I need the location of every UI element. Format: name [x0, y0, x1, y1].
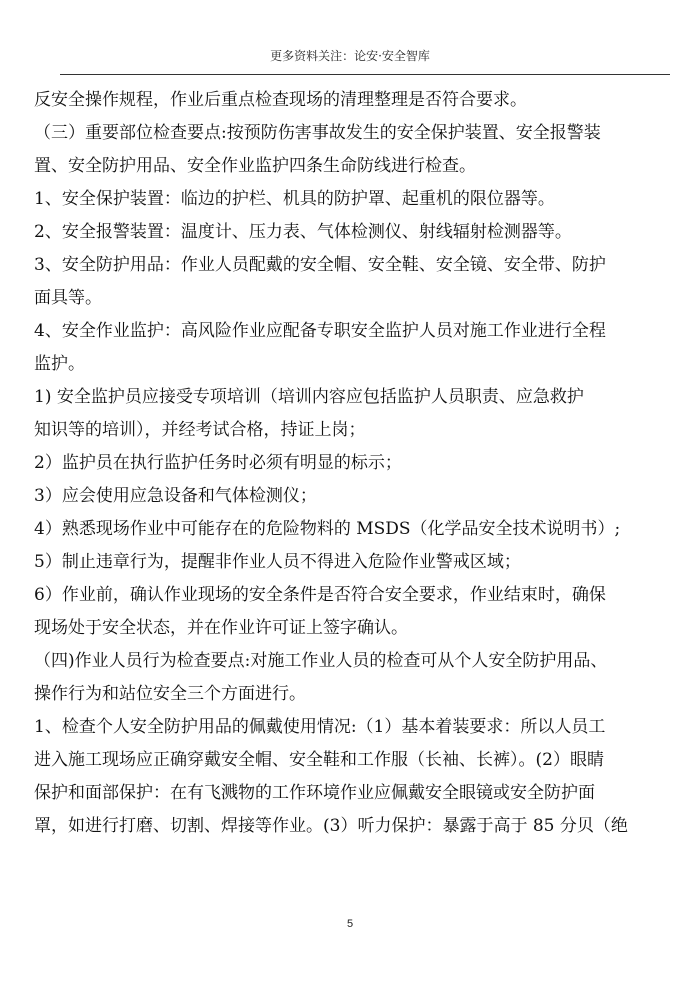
text-line: 5）制止违章行为，提醒非作业人员不得进入危险作业警戒区域；	[34, 552, 521, 572]
text-line: 1、检查个人安全防护用品的佩戴使用情况:（1）基本着装要求：所以人员工	[34, 717, 606, 737]
page-number: 5	[346, 918, 354, 930]
document-body	[34, 84, 666, 843]
header-rule	[60, 74, 670, 75]
text-line: 4）熟悉现场作业中可能存在的危险物料的 MSDS（化学品安全技术说明书）;	[34, 519, 621, 539]
text-line: 面具等。	[34, 288, 102, 308]
text-line: 监护。	[34, 354, 85, 374]
text-line: 进入施工现场应正确穿戴安全帽、安全鞋和工作服（长袖、长裤）。(2）眼睛	[34, 750, 604, 770]
text-line: 1) 安全监护员应接受专项培训（培训内容应包括监护人员职责、应急救护	[34, 387, 584, 407]
text-line: 3）应会使用应急设备和气体检测仪；	[34, 486, 317, 506]
text-line: 2）监护员在执行监护任务时必须有明显的标示；	[34, 453, 402, 473]
text-line: 现场处于安全状态，并在作业许可证上签字确认。	[34, 618, 408, 638]
text-line: （四)作业人员行为检查要点:对施工作业人员的检查可从个人安全防护用品、	[34, 651, 608, 671]
text-line: 4、安全作业监护：高风险作业应配备专职安全监护人员对施工作业进行全程	[34, 321, 606, 341]
text-line: 保护和面部保护：在有飞溅物的工作环境作业应佩戴安全眼镜或安全防护面	[34, 783, 595, 803]
text-line: 1、安全保护装置：临边的护栏、机具的防护罩、起重机的限位器等。	[34, 189, 555, 209]
text-line: 罩，如进行打磨、切割、焊接等作业。(3）听力保护：暴露于高于 85 分贝（绝	[34, 816, 628, 836]
text-line: 2、安全报警装置：温度计、压力表、气体检测仪、射线辐射检测器等。	[34, 222, 572, 242]
text-line: （三）重要部位检查要点:按预防伤害事故发生的安全保护装置、安全报警装	[34, 123, 601, 143]
text-line: 反安全操作规程，作业后重点检查现场的清理整理是否符合要求。	[34, 90, 527, 110]
text-line: 3、安全防护用品：作业人员配戴的安全帽、安全鞋、安全镜、安全带、防护	[34, 255, 606, 275]
text-line: 置、安全防护用品、安全作业监护四条生命防线进行检查。	[34, 156, 476, 176]
text-line: 操作行为和站位安全三个方面进行。	[34, 684, 306, 704]
text-line: 6）作业前，确认作业现场的安全条件是否符合安全要求，作业结束时，确保	[34, 585, 606, 605]
text-line: 知识等的培训），并经考试合格，持证上岗；	[34, 420, 366, 440]
page-header: 更多资料关注：论安·安全智库	[270, 49, 430, 63]
